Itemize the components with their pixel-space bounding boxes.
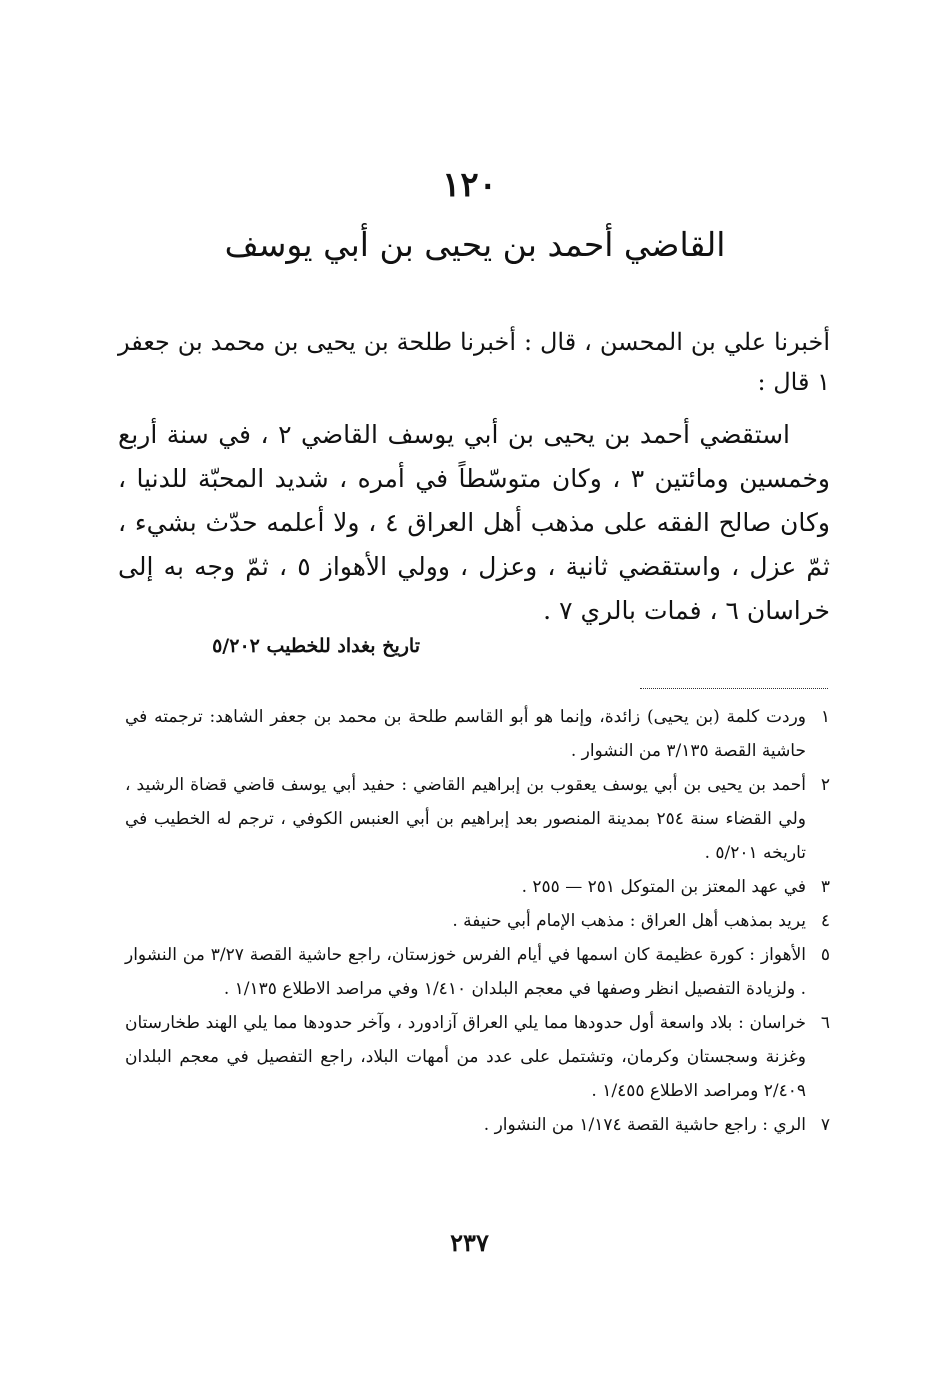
footnote-5 bbox=[125, 938, 830, 1006]
footnote-text: خراسان : بلاد واسعة أول حدودها مما يلي العراق آزادورد ، وآخر حدودها مما يلي الهند طخارستان وغزنة وسجستان وكرمان، وتشتمل على عدد من أمهات البلاد، راجع التفصيل في معجم البلدان ٢/٤٠٩ ومراصد الاطلاع ١/٤٥٥ . bbox=[125, 1013, 806, 1101]
footnote-text: يريد بمذهب أهل العراق : مذهب الإمام أبي حنيفة . bbox=[452, 911, 806, 931]
page-number: ٢٣٧ bbox=[450, 1228, 489, 1257]
footnote-text: الأهواز : كورة عظيمة كان اسمها في أيام الفرس خوزستان، راجع حاشية القصة ٣/٢٧ من النشوار . ولزيادة التفصيل انظر وصفها في معجم البلدان ١/٤١٠ وفي مراصد الاطلاع ١/١٣٥ . bbox=[125, 945, 806, 999]
footnote-divider bbox=[640, 688, 828, 689]
story-number: ١٢٠ bbox=[442, 165, 497, 205]
footnote-1 bbox=[125, 700, 830, 768]
footnote-4 bbox=[125, 904, 830, 938]
footnote-7 bbox=[125, 1108, 830, 1142]
story-title: القاضي أحمد بن يحيى بن أبي يوسف bbox=[224, 225, 726, 264]
footnote-text: في عهد المعتز بن المتوكل ٢٥١ — ٢٥٥ . bbox=[521, 877, 806, 897]
footnote-text: الري : راجع حاشية القصة ١/١٧٤ من النشوار . bbox=[483, 1115, 806, 1135]
footnote-6 bbox=[125, 1006, 830, 1108]
footnote-number: ٧ bbox=[820, 1115, 830, 1135]
footnote-number: ٢ bbox=[820, 775, 830, 795]
footnote-number: ١ bbox=[820, 707, 830, 727]
source-reference: تاريخ بغداد للخطيب ٥/٢٠٢ bbox=[212, 635, 420, 657]
footnotes-list bbox=[125, 700, 830, 1142]
footnote-2 bbox=[125, 768, 830, 870]
footnote-3 bbox=[125, 870, 830, 904]
footnote-number: ٥ bbox=[820, 945, 830, 965]
chain-of-narration: أخبرنا علي بن المحسن ، قال : أخبرنا طلحة بن يحيى بن محمد بن جعفر ١ قال : bbox=[118, 328, 830, 396]
main-text: استقضي أحمد بن يحيى بن أبي يوسف القاضي ٢ ، في سنة أربع وخمسين ومائتين ٣ ، وكان متوسّطاً في أمره ، شديد المحبّة للدنيا ، وكان صالح الفقه على مذهب أهل العراق ٤ ، ولا أعلمه حدّث بشيء ، ثمّ عزل ، واستقضي ثانية ، وعزل ، وولي الأهواز ٥ ، ثمّ وجه به إلى خراسان ٦ ، فمات بالري ٧ . bbox=[118, 420, 831, 625]
footnote-number: ٣ bbox=[820, 877, 830, 897]
footnote-number: ٦ bbox=[820, 1013, 830, 1033]
footnote-text: أحمد بن يحيى بن أبي يوسف يعقوب بن إبراهيم القاضي : حفيد أبي يوسف قاضي قضاة الرشيد ، ولي القضاء سنة ٢٥٤ بمدينة المنصور بعد إبراهيم بن أبي العنبس الكوفي ، ترجم له الخطيب في تاريخه ٥/٢٠١ . bbox=[125, 775, 806, 863]
footnote-number: ٤ bbox=[820, 911, 830, 931]
footnote-text: وردت كلمة (بن يحيى) زائدة، وإنما هو أبو القاسم طلحة بن محمد بن جعفر الشاهد: ترجمته في حاشية القصة ٣/١٣٥ من النشوار . bbox=[125, 707, 806, 761]
